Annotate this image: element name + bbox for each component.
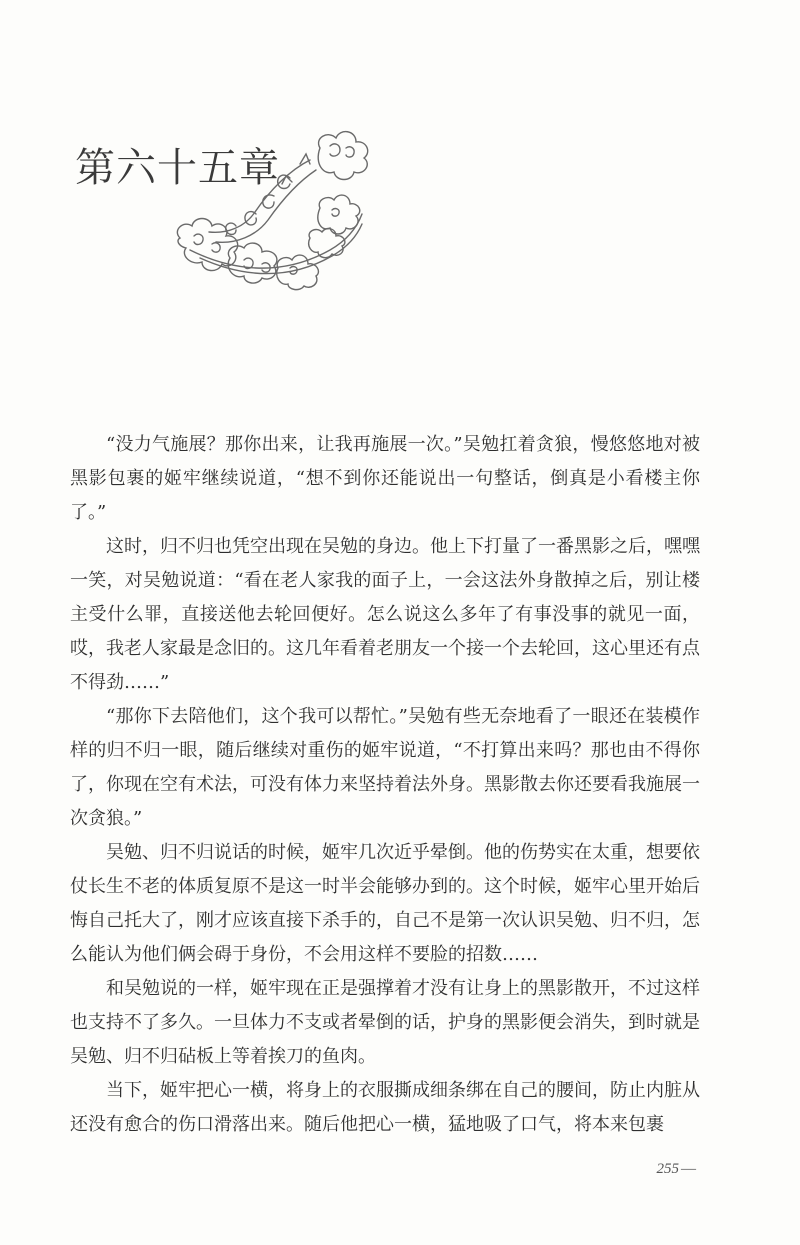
chapter-title: 第六十五章 <box>75 145 280 191</box>
paragraph: “没力气施展？那你出来，让我再施展一次。”吴勉扛着贪狼，慢悠悠地对被黑影包裹的姬牢继续说道，“想不到你还能说出一句整话，倒真是小看楼主你了。” <box>70 434 700 523</box>
body-text <box>70 428 700 1142</box>
page-number-value: 255 <box>656 1161 679 1177</box>
paragraph: 和吴勉说的一样，姬牢现在正是强撑着才没有让身上的黑影散开，不过这样也支持不了多久。一旦体力不支或者晕倒的话，护身的黑影便会消失，到时就是吴勉、归不归砧板上等着挨刀的鱼肉。 <box>70 978 700 1067</box>
page-number <box>657 1161 697 1178</box>
paragraph: 这时，归不归也凭空出现在吴勉的身边。他上下打量了一番黑影之后，嘿嘿一笑，对吴勉说道：“看在老人家我的面子上，一会这法外身散掉之后，别让楼主受什么罪，直接送他去轮回便好。怎么说这么多年了有事没事的就见一面，哎，我老人家最是念旧的。这几年看着老朋友一个接一个去轮回，这心里还有点不得劲……” <box>70 536 700 693</box>
cloud-dragon-ornament-icon <box>170 118 380 296</box>
paragraph: 吴勉、归不归说话的时候，姬牢几次近乎晕倒。他的伤势实在太重，想要依仗长生不老的体质复原不是这一时半会能够办到的。这个时候，姬牢心里开始后悔自己托大了，刚才应该直接下杀手的，自己不是第一次认识吴勉、归不归，怎么能认为他们俩会碍于身份，不会用这样不要脸的招数…… <box>70 842 700 965</box>
page-number-dash: — <box>681 1161 696 1177</box>
paragraph: 当下，姬牢把心一横，将身上的衣服撕成细条绑在自己的腰间，防止内脏从还没有愈合的伤口滑落出来。随后他把心一横，猛地吸了口气，将本来包裹 <box>70 1080 700 1135</box>
paragraph: “那你下去陪他们，这个我可以帮忙。”吴勉有些无奈地看了一眼还在装模作样的归不归一眼，随后继续对重伤的姬牢说道，“不打算出来吗？那也由不得你了，你现在空有术法，可没有体力来坚持着法外身。黑影散去你还要看我施展一次贪狼。” <box>70 706 700 829</box>
